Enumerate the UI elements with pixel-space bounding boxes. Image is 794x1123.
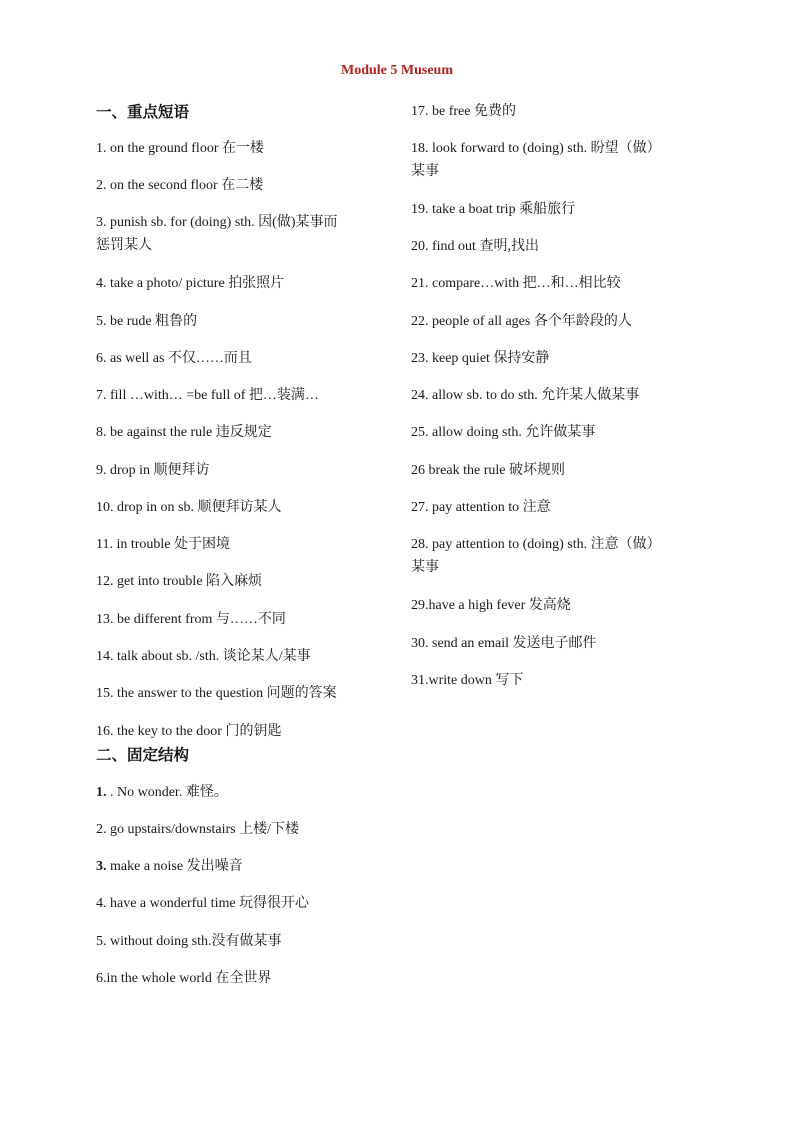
list-item: 8. be against the rule 违反规定 [96, 425, 272, 440]
item-text: 4. have a wonderful time 玩得很开心 [96, 896, 310, 911]
list-item: 16. the key to the door 门的钥匙 [96, 724, 282, 739]
list-item: 5. be rude 粗鲁的 [96, 314, 198, 329]
list-item: 7. fill …with… =be full of 把…装满… [96, 388, 319, 403]
item-number: 3. [96, 859, 107, 874]
item-number: 1. [96, 785, 107, 800]
list-item: 3. punish sb. for (doing) sth. 因(做)某事而 [96, 215, 338, 230]
list-item-continuation: 某事 [411, 164, 439, 179]
item-text: 5. without doing sth.没有做某事 [96, 934, 282, 949]
list-item: 22. people of all ages 各个年龄段的人 [411, 314, 632, 329]
list-item: 13. be different from 与……不同 [96, 612, 286, 627]
list-item: 30. send an email 发送电子邮件 [411, 636, 597, 651]
list-item: 24. allow sb. to do sth. 允许某人做某事 [411, 388, 640, 403]
list-item: 21. compare…with 把…和…相比较 [411, 276, 621, 291]
item-text: . No wonder. 难怪。 [106, 785, 228, 800]
list-item: 6. as well as 不仅……而且 [96, 351, 252, 366]
section-heading-fixed-structures: 二、固定结构 [96, 746, 190, 764]
list-item: 20. find out 查明,找出 [411, 239, 539, 254]
list-item [96, 818, 299, 841]
list-item: 10. drop in on sb. 顺便拜访某人 [96, 500, 282, 515]
list-item [96, 892, 309, 915]
list-item: 29.have a high fever 发高烧 [411, 598, 571, 613]
list-item: 18. look forward to (doing) sth. 盼望（做） [411, 141, 661, 156]
list-item: 2. on the second floor 在二楼 [96, 178, 264, 193]
item-text: make a noise 发出噪音 [106, 859, 243, 874]
list-item [96, 855, 243, 878]
list-item: 12. get into trouble 陷入麻烦 [96, 574, 263, 589]
list-item-continuation: 某事 [411, 560, 439, 575]
list-item: 31.write down 写下 [411, 673, 524, 688]
list-item: 17. be free 免费的 [411, 104, 516, 119]
item-text: 6.in the whole world 在全世界 [96, 971, 272, 986]
list-item: 11. in trouble 处于困境 [96, 537, 231, 552]
list-item: 27. pay attention to 注意 [411, 500, 551, 515]
list-item: 1. on the ground floor 在一楼 [96, 141, 264, 156]
list-item [96, 781, 228, 804]
list-item: 25. allow doing sth. 允许做某事 [411, 425, 596, 440]
list-item: 23. keep quiet 保持安静 [411, 351, 550, 366]
list-item: 28. pay attention to (doing) sth. 注意（做） [411, 537, 661, 552]
item-text: 2. go upstairs/downstairs 上楼/下楼 [96, 822, 299, 837]
list-item: 14. talk about sb. /sth. 谈论某人/某事 [96, 649, 311, 664]
list-item: 9. drop in 顺便拜访 [96, 463, 210, 478]
page-title: Module 5 Museum [341, 63, 453, 78]
list-item: 19. take a boat trip 乘船旅行 [411, 202, 576, 217]
list-item: 26 break the rule 破坏规则 [411, 463, 565, 478]
section-heading-key-phrases: 一、重点短语 [96, 103, 190, 121]
list-item [96, 967, 271, 990]
list-item [96, 930, 282, 953]
list-item: 15. the answer to the question 问题的答案 [96, 686, 337, 701]
list-item: 4. take a photo/ picture 拍张照片 [96, 276, 285, 291]
list-item-continuation: 惩罚某人 [96, 238, 152, 253]
